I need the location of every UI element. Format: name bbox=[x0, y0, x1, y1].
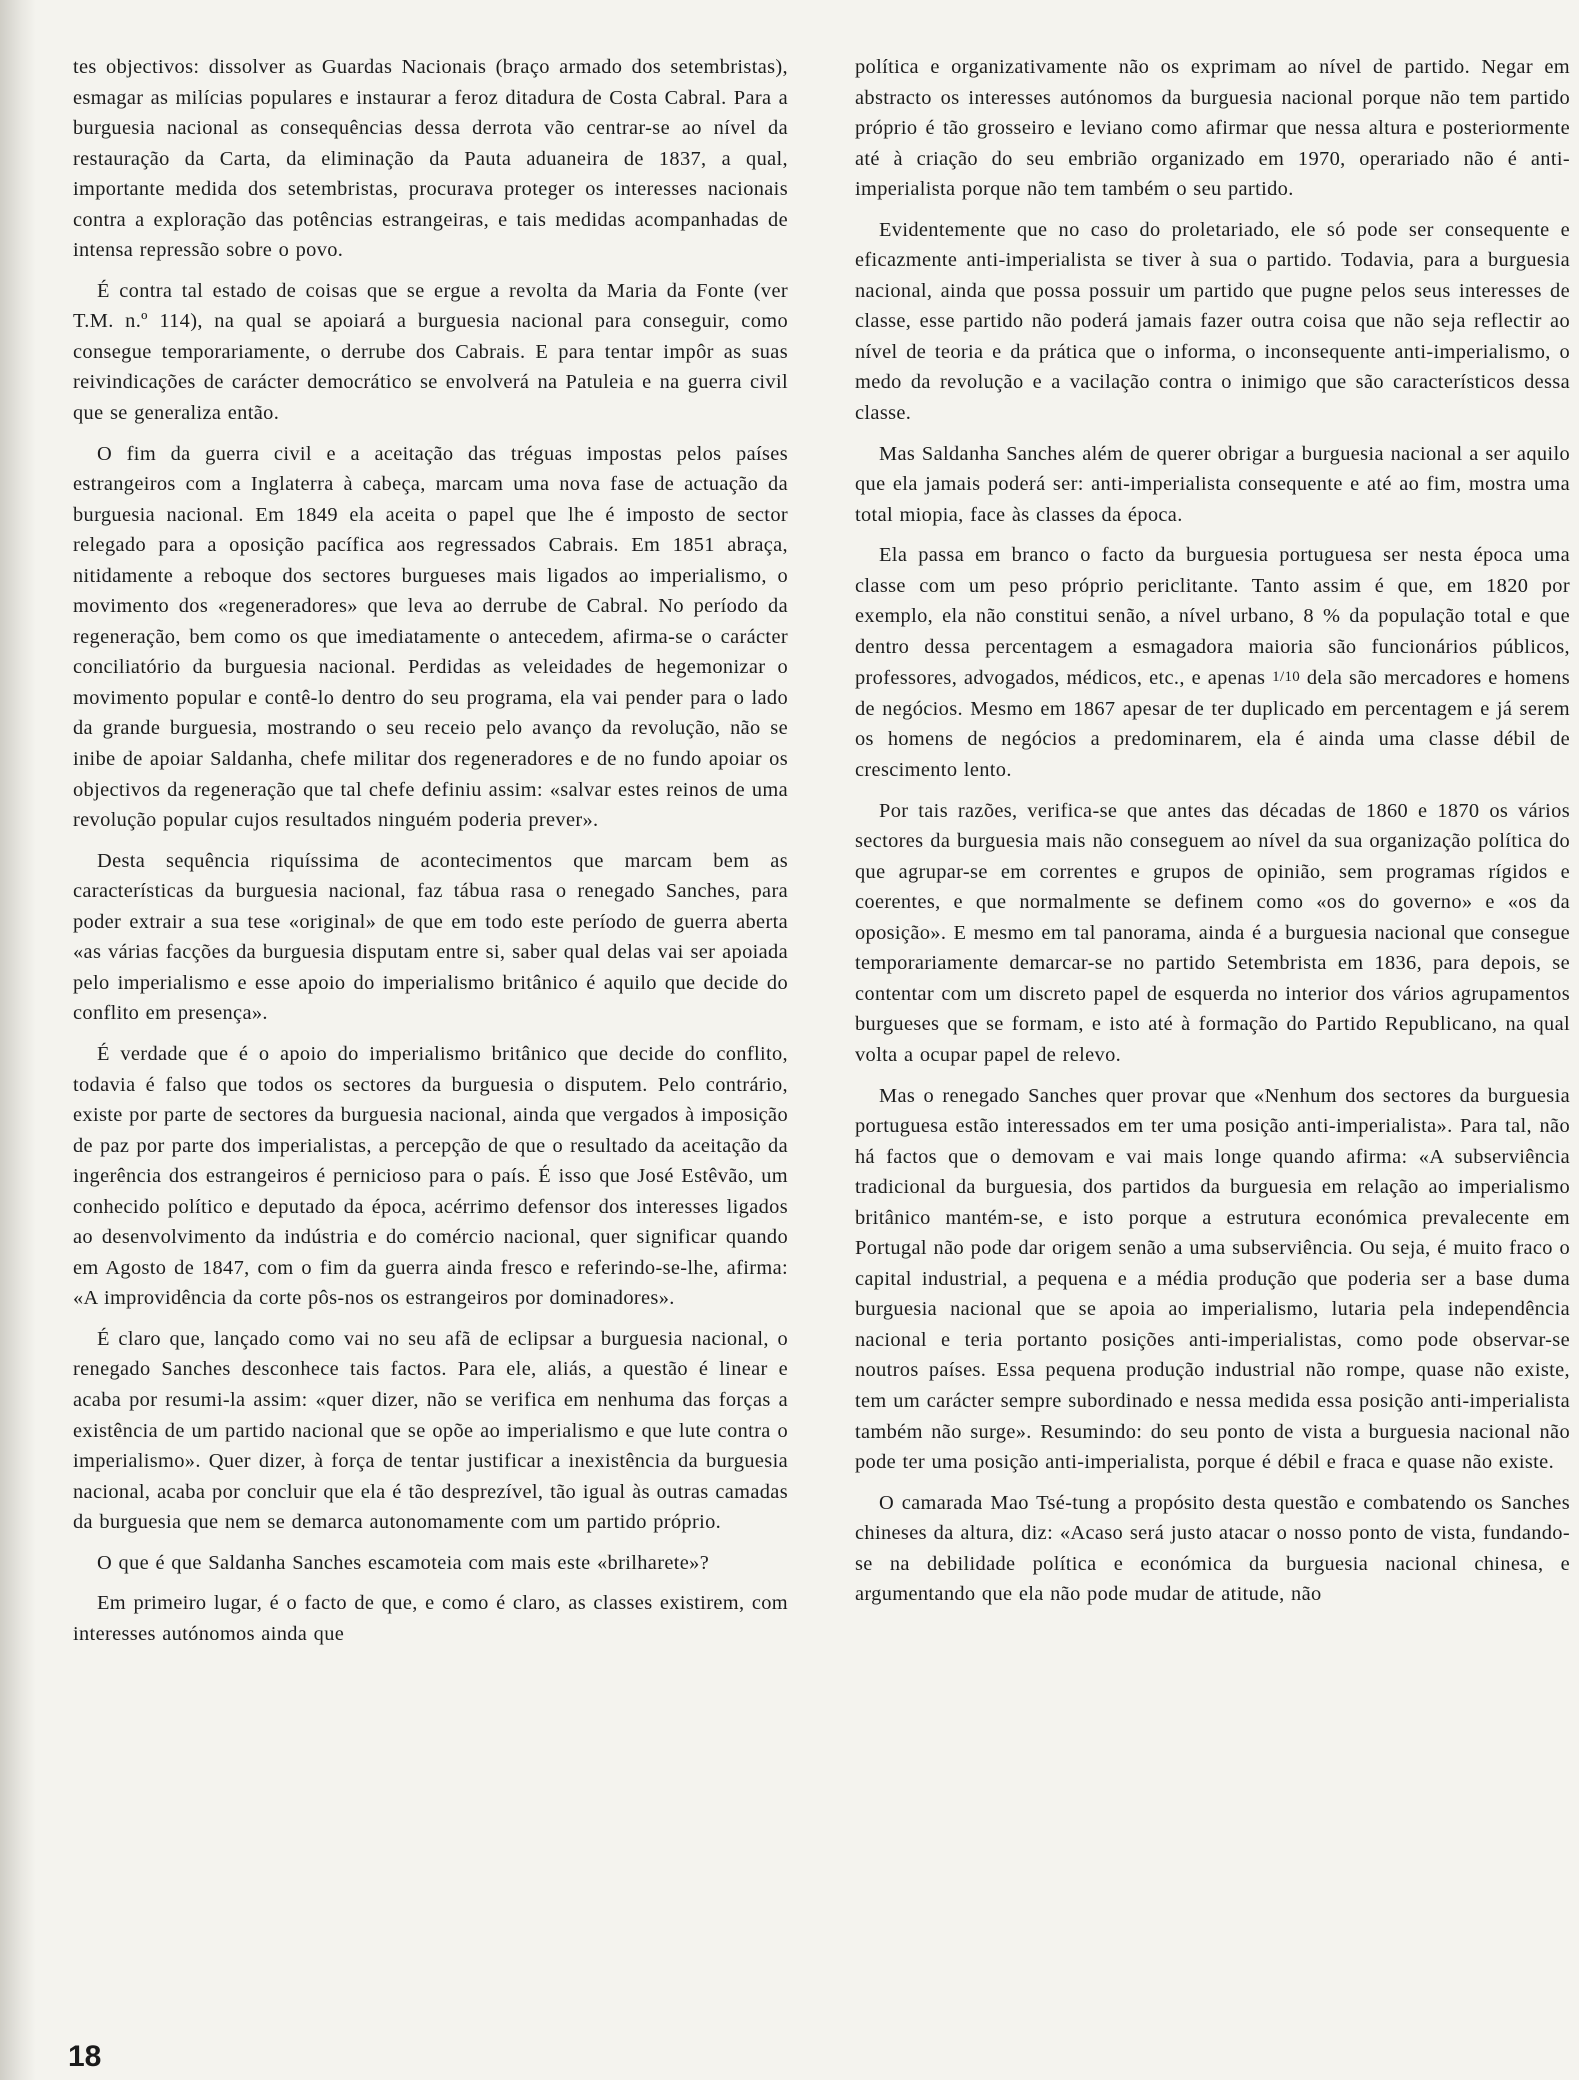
paragraph: Mas o renegado Sanches quer provar que «Nenhum dos sectores da burguesia portuguesa estão interessados em ter uma posição anti-imperialista». Para tal, não há factos que o demovam e vai mais longe quando afirma: «A subserviência tradicional da burguesia, dos partidos da burguesia em relação ao imperialismo britânico mantém-se, e isto porque a estrutura económica prevalecente em Portugal não pode dar origem senão a uma subserviência. Ou seja, é muito fraco o capital industrial, a pequena e a média produção que poderia ser a base duma burguesia nacional que se apoia ao imperialismo, lutaria pela independência nacional e teria portanto posições anti-imperialistas, como pode observar-se noutros países. Essa pequena produção industrial não rompe, quase não existe, tem um carácter sempre subordinado e nessa medida essa posição anti-imperialista também não surge». Resumindo: do seu ponto de vista a burguesia nacional não pode ter uma posição anti-imperialista, porque é débil e fraca e quase não existe. bbox=[855, 1084, 1570, 1474]
paragraph: Mas Saldanha Sanches além de querer obrigar a burguesia nacional a ser aquilo que ela jamais poderá ser: anti-imperialista consequente e até ao fim, mostra uma total miopia, face às classes da época. bbox=[855, 442, 1570, 526]
page-number: 18 bbox=[68, 2040, 102, 2073]
paragraph-text: dela são mercadores e homens de negócios. Mesmo em 1867 apesar de ter duplicado em percentagem e já serem os homens de negócios a predominarem, ela é ainda uma classe débil de crescimento lento. bbox=[855, 667, 1570, 782]
paragraph: O camarada Mao Tsé-tung a propósito desta questão e combatendo os Sanches chineses da altura, diz: «Acaso será justo atacar o nosso ponto de vista, fundando-se na debilidade política e económica da burguesia nacional chinesa, e argumentando que ela não pode mudar de atitude, não bbox=[855, 1491, 1570, 1606]
paragraph: É contra tal estado de coisas que se ergue a revolta da Maria da Fonte (ver T.M. n.º 114), na qual se apoiará a burguesia nacional para conseguir, como consegue temporariamente, o derrube dos Cabrais. E para tentar impôr as suas reivindicações de carácter democrático se envolverá na Patuleia e na guerra civil que se generaliza então. bbox=[73, 279, 788, 425]
paragraph: Em primeiro lugar, é o facto de que, e como é claro, as classes existirem, com interesses autónomos ainda que bbox=[73, 1592, 788, 1645]
right-column bbox=[855, 52, 1570, 1620]
paragraph: política e organizativamente não os exprimam ao nível de partido. Negar em abstracto os interesses autónomos da burguesia nacional porque não tem partido próprio é tão grosseiro e leviano como afirmar que nessa altura e posteriormente até à criação do seu embrião organizado em 1970, operariado não é anti-imperialista porque não tem também o seu partido. bbox=[855, 56, 1570, 201]
paragraph: Desta sequência riquíssima de acontecimentos que marcam bem as características da burguesia nacional, faz tábua rasa o renegado Sanches, para poder extrair a sua tese «original» de que em todo este período de guerra aberta «as várias facções da burguesia disputam entre si, saber qual delas vai ser apoiada pelo imperialismo e esse apoio do imperialismo britânico é aquilo que decide do conflito em presença». bbox=[73, 849, 788, 1025]
fraction: 1/10 bbox=[1272, 669, 1301, 686]
left-column bbox=[73, 52, 788, 1659]
paragraph: Por tais razões, verifica-se que antes das décadas de 1860 e 1870 os vários sectores da burguesia mais não conseguem ao nível da sua organização política do que agrupar-se em correntes e grupos de opinião, sem programas rígidos e coerentes, e que normalmente se definem como «os do governo» e «os da oposição». E mesmo em tal panorama, ainda é a burguesia nacional que consegue temporariamente demarcar-se no partido Setembrista em 1836, para depois, se contentar com um discreto papel de esquerda no interior dos vários agrupamentos burgueses que se formam, e isto até à formação do Partido Republicano, na qual volta a ocupar papel de relevo. bbox=[855, 799, 1570, 1066]
paragraph: O que é que Saldanha Sanches escamoteia com mais este «brilharete»? bbox=[97, 1551, 710, 1574]
paragraph bbox=[855, 540, 1570, 785]
paragraph: tes objectivos: dissolver as Guardas Nacionais (braço armado dos setembristas), esmagar as milícias populares e instaurar a feroz ditadura de Costa Cabral. Para a burguesia nacional as consequências dessa derrota vão centrar-se ao nível da restauração da Carta, da eliminação da Pauta aduaneira de 1837, a qual, importante medida dos setembristas, procurava proteger os interesses nacionais contra a exploração das potências estrangeiras, e tais medidas acompanhadas de intensa repressão sobre o povo. bbox=[73, 56, 788, 262]
paragraph-text: Ela passa em branco o facto da burguesia portuguesa ser nesta época uma classe com um peso próprio periclitante. Tanto assim é que, em 1820 por exemplo, ela não constitui senão, a nível urbano, 8 % da população total e que dentro dessa percentagem a esmagadora maioria são funcionários públicos, professores, advogados, médicos, etc., e apenas bbox=[855, 544, 1570, 690]
paragraph: É claro que, lançado como vai no seu afã de eclipsar a burguesia nacional, o renegado Sanches desconhece tais factos. Para ele, aliás, a questão é linear e acaba por resumi-la assim: «quer dizer, não se verifica em nenhuma das forças a existência de um partido nacional que se opõe ao imperialismo e que lute contra o imperialismo». Quer dizer, à força de tentar justificar a inexistência da burguesia nacional, acaba por concluir que ela é tão desprezível, tão igual às outras camadas da burguesia que nem se demarca autonomamente com um partido próprio. bbox=[73, 1327, 788, 1534]
paragraph: É verdade que é o apoio do imperialismo britânico que decide do conflito, todavia é falso que todos os sectores da burguesia o disputem. Pelo contrário, existe por parte de sectores da burguesia nacional, ainda que vergados à imposição de paz por parte dos imperialistas, a percepção de que o resultado da aceitação da ingerência dos estrangeiros é pernicioso para o país. É isso que José Estêvão, um conhecido político e deputado da época, acérrimo defensor dos interesses ligados ao desenvolvimento da indústria e do comércio nacional, quer significar quando em Agosto de 1847, com o fim da guerra ainda fresco e referindo-se-lhe, afirma: «A improvidência da corte pôs-nos os estrangeiros por dominadores». bbox=[73, 1042, 788, 1310]
paragraph: Evidentemente que no caso do proletariado, ele só pode ser consequente e eficazmente anti-imperialista se tiver à sua o partido. Todavia, para a burguesia nacional, ainda que possa possuir um partido que pugne pelos seus interesses de classe, esse partido não poderá jamais fazer outra coisa que não seja reflectir ao nível de teoria e da prática que o informa, o inconsequente anti-imperialismo, o medo da revolução e a vacilação contra o inimigo que são característicos dessa classe. bbox=[855, 218, 1570, 425]
paragraph: O fim da guerra civil e a aceitação das tréguas impostas pelos países estrangeiros com a Inglaterra à cabeça, marcam uma nova fase de actuação da burguesia nacional. Em 1849 ela aceita o papel que lhe é imposto de sector relegado para a oposição pacífica aos regressados Cabrais. Em 1851 abraça, nitidamente a reboque dos sectores burgueses mais ligados ao imperialismo, o movimento dos «regeneradores» que leva ao derrube de Cabral. No período da regeneração, bem como os que imediatamente o antecedem, afirma-se o carácter conciliatório da burguesia nacional. Perdidas as veleidades de hegemonizar o movimento popular e contê-lo dentro do seu programa, ela vai pender para o lado da grande burguesia, mostrando o seu receio pelo avanço da revolução, não se inibe de apoiar Saldanha, chefe militar dos regeneradores e de no fundo apoiar os objectivos da regeneração que tal chefe definiu assim: «salvar estes reinos de uma revolução popular cujos resultados ninguém poderia prever». bbox=[73, 442, 788, 832]
binding-shadow bbox=[0, 0, 36, 2080]
